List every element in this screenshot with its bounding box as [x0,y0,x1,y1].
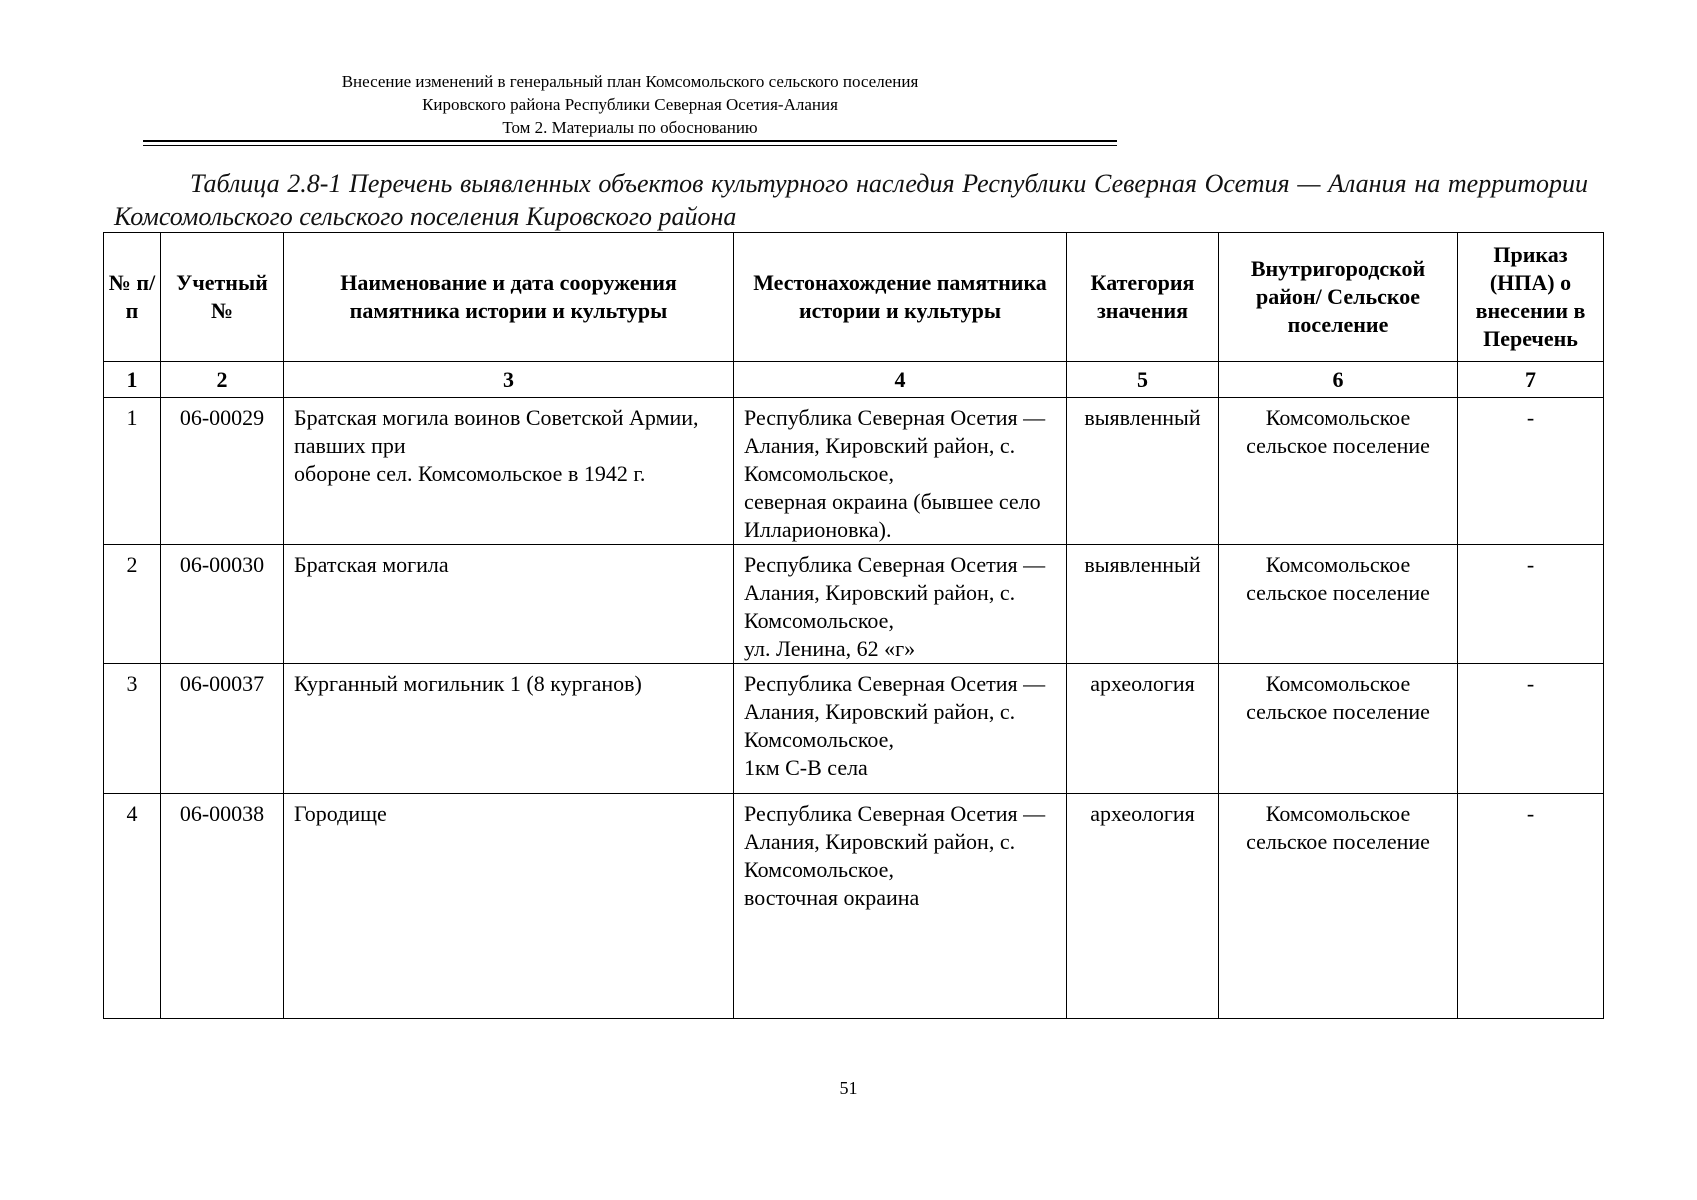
reg-number-cell: 06-00037 [161,664,284,794]
district-cell: Комсомольское сельское поселение [1219,794,1458,1019]
row-number-cell: 4 [104,794,161,1019]
header-line-1: Внесение изменений в генеральный план Комсомольского сельского поселения [341,72,919,91]
column-header-order: Приказ (НПА) о внесении в Перечень [1458,233,1604,362]
heritage-objects-table [103,232,1604,1019]
header-rule-thin [143,145,1117,146]
document-header [143,70,1117,139]
category-cell: археология [1067,794,1219,1019]
column-number: 5 [1067,362,1219,398]
page-number: 51 [839,1078,858,1098]
table-caption: Таблица 2.8-1 Перечень выявленных объектов культурного наследия Республики Северная Осетия — Алания на территории Комсомольского сельского поселения Кировского района [114,169,1588,231]
name-cell: Братская могила воинов Советской Армии, павших при обороне сел. Комсомольское в 1942 г. [284,398,734,545]
column-header-name: Наименование и дата сооружения памятника истории и культуры [284,233,734,362]
row-number-cell: 2 [104,545,161,664]
table-row [104,794,1604,1019]
category-cell: выявленный [1067,398,1219,545]
column-header-category: Категория значения [1067,233,1219,362]
header-line-2: Кировского района Республики Северная Осетия-Алания [422,95,838,114]
column-number: 3 [284,362,734,398]
reg-number-cell: 06-00029 [161,398,284,545]
column-number: 4 [734,362,1067,398]
reg-number-cell: 06-00030 [161,545,284,664]
order-cell: - [1458,794,1604,1019]
table-row [104,398,1604,545]
order-cell: - [1458,664,1604,794]
district-cell: Комсомольское сельское поселение [1219,664,1458,794]
table-row [104,545,1604,664]
location-cell: Республика Северная Осетия — Алания, Кировский район, с. Комсомольское, восточная окраина [734,794,1067,1019]
row-number-cell: 3 [104,664,161,794]
name-cell: Городище [284,794,734,1019]
table-header-row [104,233,1604,362]
name-cell: Курганный могильник 1 (8 курганов) [284,664,734,794]
row-number-cell: 1 [104,398,161,545]
column-header-location: Местонахождение памятника истории и культуры [734,233,1067,362]
location-cell: Республика Северная Осетия — Алания, Кировский район, с. Комсомольское, 1км С-В села [734,664,1067,794]
column-header-num: № п/п [104,233,161,362]
order-cell: - [1458,398,1604,545]
district-cell: Комсомольское сельское поселение [1219,398,1458,545]
header-rule-thick [143,140,1117,142]
table-row [104,664,1604,794]
order-cell: - [1458,545,1604,664]
category-cell: выявленный [1067,545,1219,664]
category-cell: археология [1067,664,1219,794]
column-number: 2 [161,362,284,398]
header-line-3: Том 2. Материалы по обоснованию [502,118,758,137]
reg-number-cell: 06-00038 [161,794,284,1019]
column-number: 6 [1219,362,1458,398]
column-number: 7 [1458,362,1604,398]
location-cell: Республика Северная Осетия — Алания, Кировский район, с. Комсомольское, ул. Ленина, 62 «г» [734,545,1067,664]
name-cell: Братская могила [284,545,734,664]
column-number: 1 [104,362,161,398]
location-cell: Республика Северная Осетия — Алания, Кировский район, с. Комсомольское, северная окраина (бывшее село Илларионовка). [734,398,1067,545]
column-header-district: Внутригородской район/ Сельское поселение [1219,233,1458,362]
column-number-row [104,362,1604,398]
district-cell: Комсомольское сельское поселение [1219,545,1458,664]
column-header-reg-number: Учетный № [161,233,284,362]
